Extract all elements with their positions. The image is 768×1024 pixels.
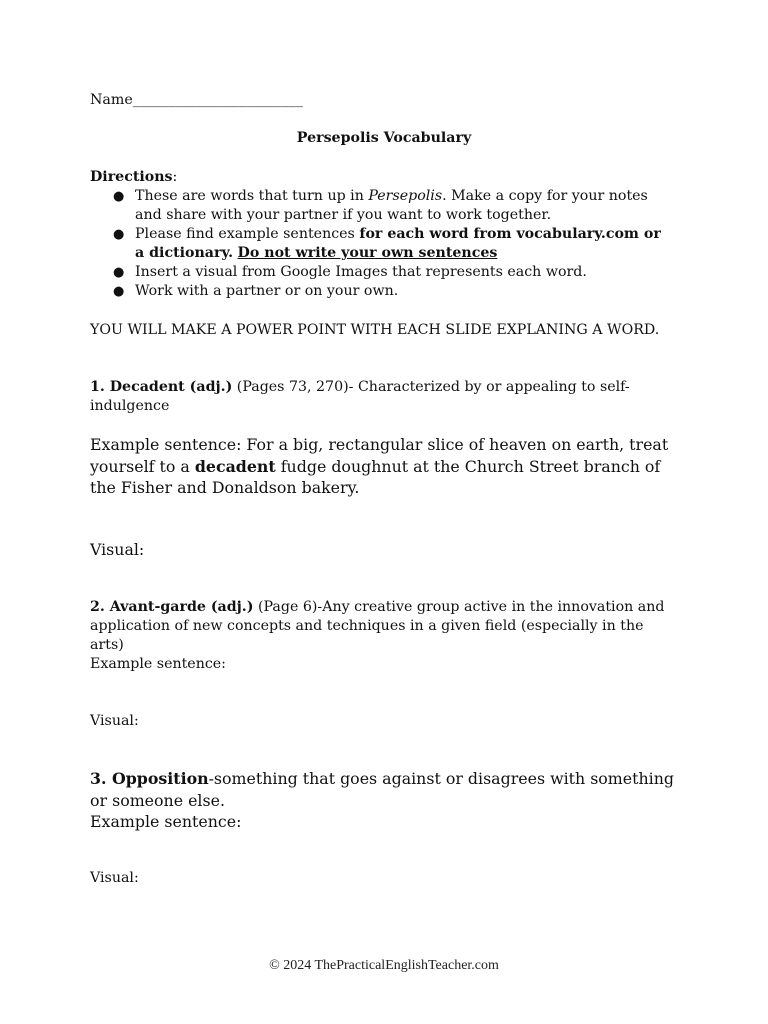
bullet-icon: ● xyxy=(113,284,125,299)
bullet-icon: ● xyxy=(113,189,125,204)
vocab-definition: (Page 6)-Any creative group active in the innovation and application of new concepts and techniques in a given field (especially in the arts) xyxy=(90,599,665,653)
list-item xyxy=(113,187,673,225)
direction-text: Please find example sentences xyxy=(135,226,360,242)
example-sentence-label: Example sentence: xyxy=(90,656,226,672)
copyright-footer: © 2024 ThePracticalEnglishTeacher.com xyxy=(269,958,499,973)
direction-text: These are words that turn up in xyxy=(135,188,369,204)
visual-label: Visual: xyxy=(90,540,145,559)
vocab-term: 1. Decadent (adj.) xyxy=(90,379,233,395)
direction-text: Work with a partner or on your own. xyxy=(135,283,399,299)
example-text: Example sentence: For a big, rectangular slice of heaven on earth, treat yourself to a xyxy=(90,435,669,476)
example-sentence-label: Example sentence: xyxy=(90,812,242,831)
book-title: Persepolis xyxy=(368,188,443,204)
vocab-term: 2. Avant-garde (adj.) xyxy=(90,599,254,615)
word-entry-opposition xyxy=(90,768,680,811)
vocab-definition: -something that goes against or disagrees with something or someone else. xyxy=(90,769,675,810)
direction-text: Insert a visual from Google Images that represents each word. xyxy=(135,264,587,280)
visual-label: Visual: xyxy=(90,713,139,729)
example-highlight: decadent xyxy=(194,456,276,476)
example-sentence-decadent xyxy=(90,434,680,499)
list-item xyxy=(113,225,673,263)
word-entry-avant-garde xyxy=(90,598,680,655)
directions-colon: : xyxy=(172,169,178,185)
direction-warning: Do not write your own sentences xyxy=(237,245,498,261)
list-item xyxy=(113,263,673,282)
page-title: Persepolis Vocabulary xyxy=(296,130,472,146)
example-text: fudge doughnut at the Church Street branch of the Fisher and Donaldson bakery. xyxy=(90,456,661,497)
visual-label: Visual: xyxy=(90,870,139,886)
vocab-definition: (Pages 73, 270)- Characterized by or appealing to self-indulgence xyxy=(90,379,630,414)
bullet-icon: ● xyxy=(113,265,125,280)
direction-emphasis: for each word from vocabulary.com or a dictionary. xyxy=(135,226,661,261)
directions-label: Directions xyxy=(90,169,173,185)
name-line: Name________________________ xyxy=(90,92,303,108)
vocab-term: 3. Opposition xyxy=(90,769,209,788)
directions-list xyxy=(113,187,673,301)
assignment-notice: YOU WILL MAKE A POWER POINT WITH EACH SLIDE EXPLANING A WORD. xyxy=(90,322,660,338)
bullet-icon: ● xyxy=(113,227,125,242)
list-item xyxy=(113,282,673,301)
direction-text: . Make a copy for your notes and share with your partner if you want to work together. xyxy=(135,188,648,223)
directions-heading xyxy=(90,168,177,187)
word-entry-decadent xyxy=(90,378,650,416)
